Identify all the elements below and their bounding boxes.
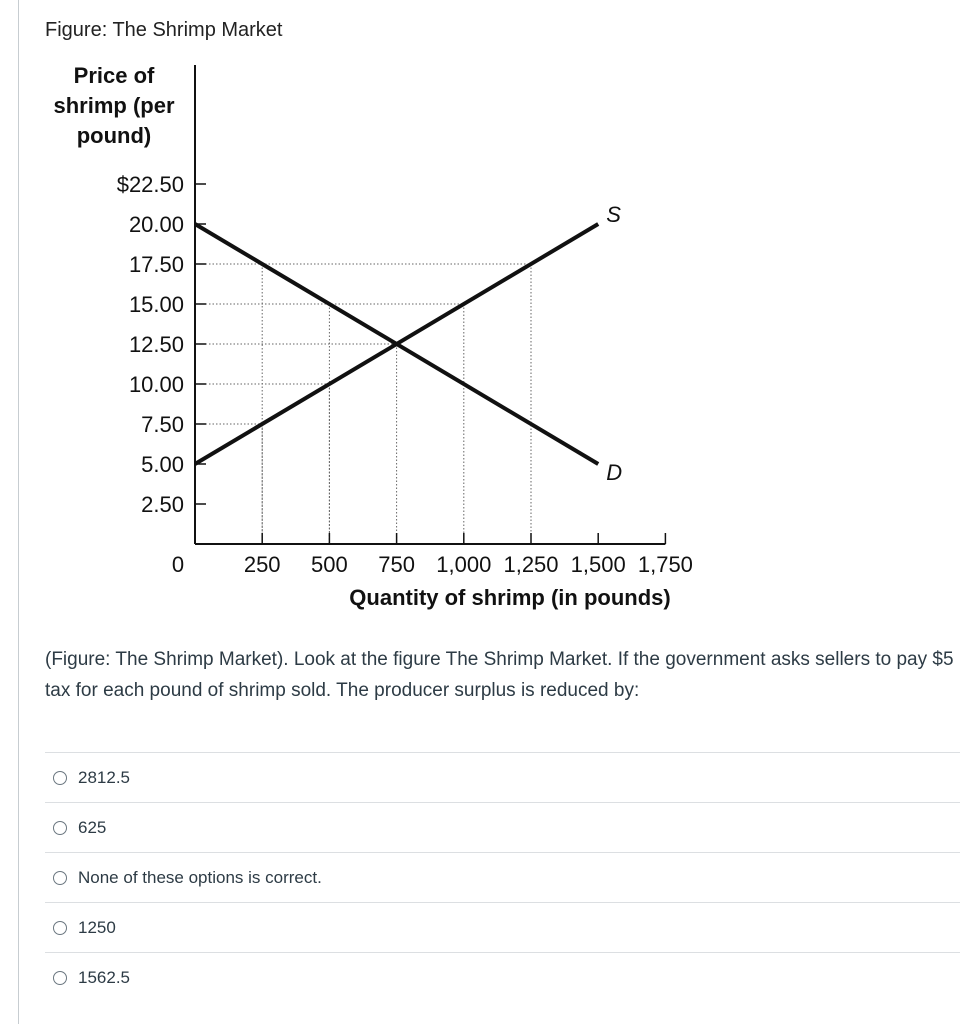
answer-option-2[interactable] [45, 802, 960, 852]
y-tick-label: 10.00 [128, 372, 184, 397]
answer-label: 1250 [78, 917, 116, 937]
answer-option-3[interactable] [45, 852, 960, 902]
answer-list [45, 752, 960, 1002]
y-tick-label: 12.50 [128, 332, 184, 357]
x-tick-label: 500 [311, 552, 348, 577]
x-tick-label: 1,500 [570, 552, 626, 577]
answer-option-1[interactable] [45, 752, 960, 802]
figure-title: Figure: The Shrimp Market [45, 19, 283, 41]
origin-label: 0 [171, 552, 185, 577]
x-axis-label: Quantity of shrimp (in pounds) [349, 585, 671, 610]
x-tick-label: 250 [243, 552, 281, 577]
radio-button[interactable] [53, 971, 67, 985]
question-text: (Figure: The Shrimp Market). Look at the figure The Shrimp Market. If the government asks sellers to pay $5 tax for each pound of shrimp sold. The producer surplus is reduced by: [45, 649, 954, 701]
y-axis-label-line: shrimp (per [53, 93, 175, 118]
series-s-label: S [606, 202, 621, 227]
radio-button[interactable] [53, 771, 67, 785]
y-tick-label: 20.00 [128, 212, 184, 237]
y-axis-label-line: pound) [76, 123, 152, 148]
y-tick-label: 7.50 [141, 412, 184, 437]
series-d-label: D [606, 460, 623, 485]
answer-label: 1562.5 [78, 967, 130, 987]
x-tick-label: 1,750 [637, 552, 693, 577]
y-tick-label: $22.50 [116, 172, 184, 197]
x-tick-label: 1,000 [436, 552, 492, 577]
y-axis-label-line: Price of [73, 63, 155, 88]
x-tick-label: 1,250 [503, 552, 559, 577]
answer-label: 625 [78, 817, 107, 837]
y-tick-label: 15.00 [128, 292, 184, 317]
answer-label: None of these options is correct. [78, 867, 322, 887]
y-tick-label: 17.50 [128, 252, 184, 277]
y-tick-label: 2.50 [141, 492, 184, 517]
y-tick-label: 5.00 [141, 452, 184, 477]
radio-button[interactable] [53, 921, 67, 935]
radio-button[interactable] [53, 871, 67, 885]
x-tick-label: 750 [378, 552, 415, 577]
answer-option-4[interactable] [45, 902, 960, 952]
radio-button[interactable] [53, 821, 67, 835]
answer-option-5[interactable] [45, 952, 960, 1002]
answer-label: 2812.5 [78, 767, 130, 787]
